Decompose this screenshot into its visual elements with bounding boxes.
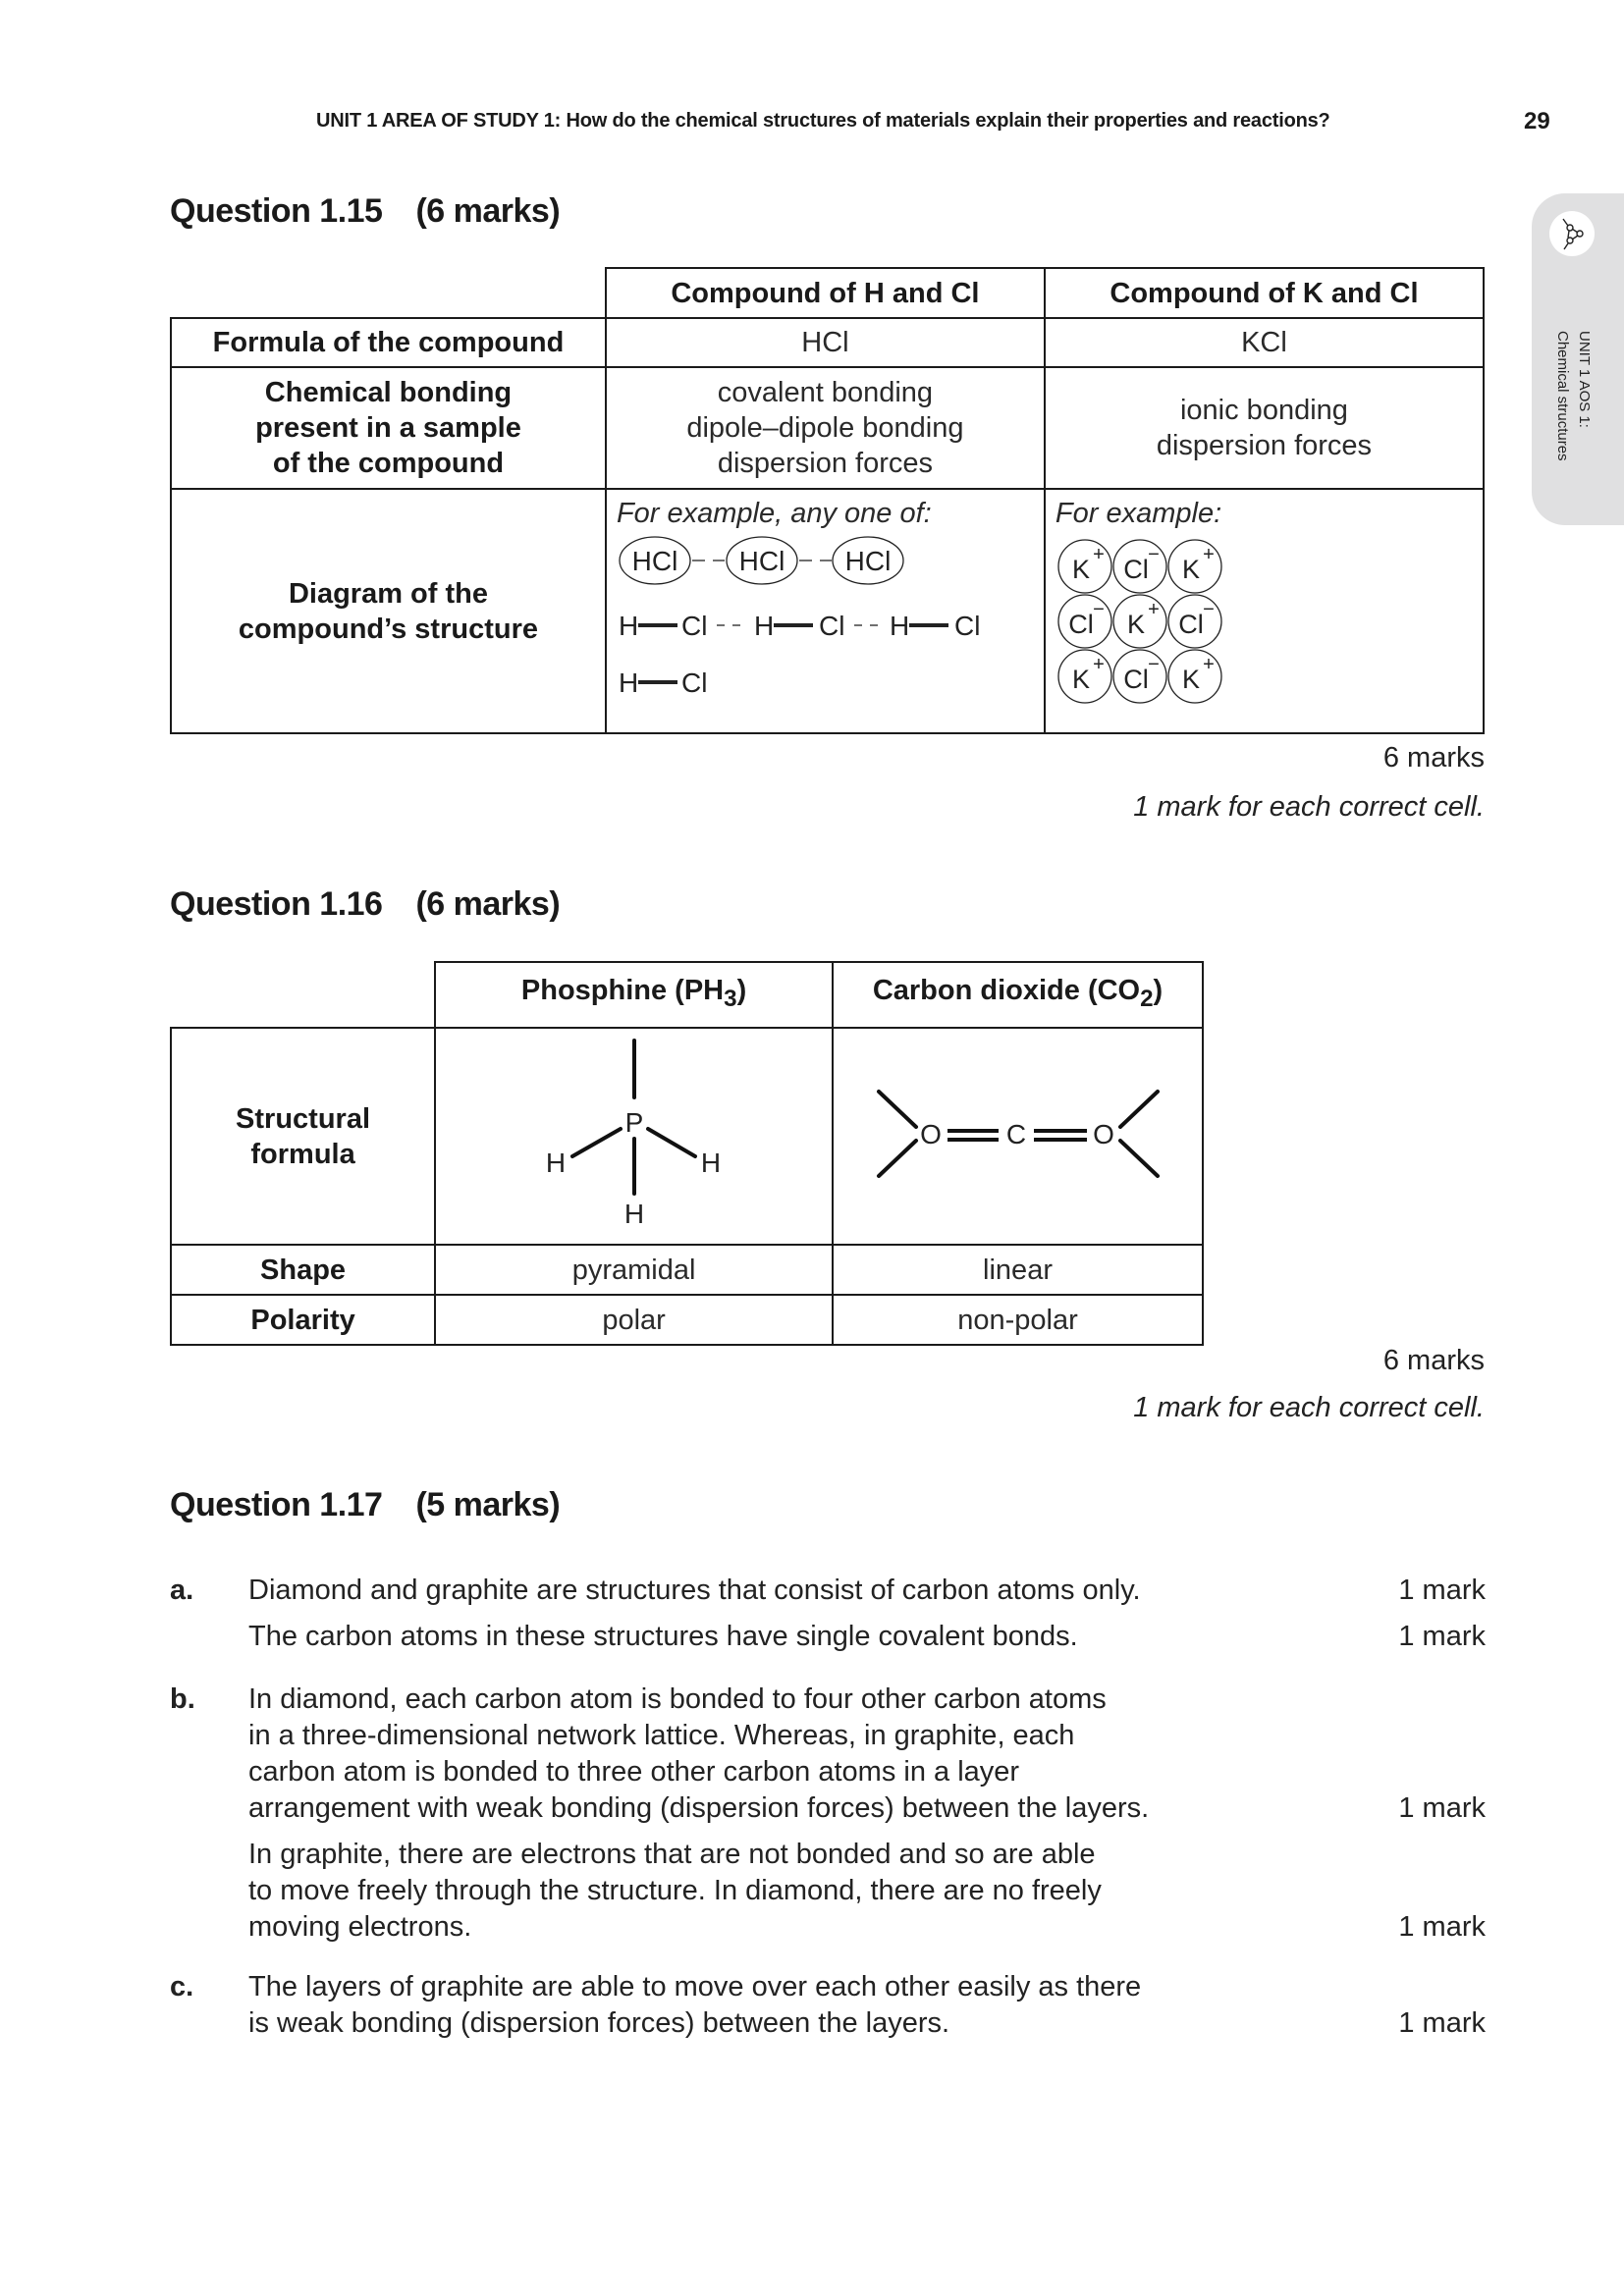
atom-cl: Cl	[680, 611, 708, 641]
answer-part	[170, 1573, 1486, 1665]
polarity-phosphine: polar	[435, 1295, 833, 1345]
answer-block	[170, 1837, 1486, 1946]
ion-charge: −	[1148, 654, 1160, 675]
label-line: Structural	[236, 1102, 371, 1135]
label-line: formula	[250, 1138, 355, 1170]
ion-charge: +	[1203, 544, 1215, 565]
section-side-tab	[1532, 193, 1624, 525]
chloride-ion-label: Cl	[1123, 665, 1149, 694]
row-header-diagram	[171, 489, 606, 733]
lattice-ion	[1113, 650, 1166, 703]
answer-line: Diamond and graphite are structures that consist of carbon atoms only.	[248, 1575, 1141, 1606]
diagram-intro: For example, any one of:	[616, 498, 932, 529]
label-line: Diagram of the	[288, 577, 488, 610]
answer-line: In diamond, each carbon atom is bonded to four other carbon atoms	[248, 1683, 1107, 1715]
ion-charge: −	[1203, 599, 1215, 620]
row-header-polarity: Polarity	[171, 1295, 435, 1345]
q115-marking-note: 1 mark for each correct cell.	[1133, 791, 1485, 823]
shape-carbon-dioxide: linear	[833, 1245, 1203, 1295]
ion-charge: −	[1093, 599, 1105, 620]
structure-phosphine	[435, 1028, 833, 1245]
answer-line: arrangement with weak bonding (dispersion forces) between the layers.	[248, 1792, 1150, 1824]
bonding-item: dipole–dipole bonding	[686, 412, 964, 444]
oval-label: HCl	[738, 546, 785, 576]
potassium-ion-label: K	[1181, 555, 1200, 584]
question-marks: (5 marks)	[415, 1486, 561, 1523]
formula-hcl: HCl	[606, 318, 1045, 367]
answer-part	[170, 1682, 1486, 1955]
row-header-bonding	[171, 367, 606, 489]
lattice-ion	[1168, 595, 1221, 648]
lattice-ion	[1113, 595, 1166, 648]
ion-charge: −	[1148, 544, 1160, 565]
mark-allocation: 1 mark	[1398, 2007, 1486, 2039]
atom-h: H	[618, 667, 639, 698]
question-1-15-heading	[170, 192, 560, 231]
molecule-icon	[1549, 211, 1595, 256]
ion-charge: +	[1203, 654, 1215, 675]
question-1-17-heading	[170, 1486, 560, 1524]
chloride-ion-label: Cl	[1178, 610, 1204, 639]
q116-marking-note: 1 mark for each correct cell.	[1133, 1392, 1485, 1423]
column-header-carbon-dioxide	[833, 962, 1203, 1028]
hcl-molecule-ovals	[620, 537, 903, 584]
question-1-16-heading	[170, 885, 560, 924]
page-number: 29	[1524, 108, 1550, 134]
diagram-intro: For example:	[1055, 498, 1222, 529]
bonding-hcl	[606, 367, 1045, 489]
polarity-carbon-dioxide: non-polar	[833, 1295, 1203, 1345]
hcl-single-molecule	[619, 667, 707, 698]
lattice-ion	[1113, 540, 1166, 593]
atom-h: H	[618, 611, 639, 641]
atom-h: H	[545, 1148, 566, 1178]
answer-block	[170, 1619, 1486, 1655]
q116-total-marks: 6 marks	[1382, 1345, 1485, 1376]
row-header-structural-formula	[171, 1028, 435, 1245]
chloride-ion-label: Cl	[1068, 610, 1094, 639]
answer-line: The carbon atoms in these structures have single covalent bonds.	[248, 1621, 1078, 1652]
ion-charge: +	[1093, 654, 1105, 675]
bonding-item: covalent bonding	[717, 377, 934, 408]
part-letter: c.	[170, 1971, 194, 2002]
part-letter: b.	[170, 1683, 195, 1715]
row-header-shape: Shape	[171, 1245, 435, 1295]
row-header-formula: Formula of the compound	[171, 318, 606, 367]
co2-structural-formula	[836, 1029, 1201, 1235]
lattice-ion	[1058, 650, 1111, 703]
empty-corner	[171, 268, 606, 318]
potassium-ion-label: K	[1126, 610, 1145, 639]
question-title: Question 1.17	[170, 1486, 383, 1523]
kcl-ionic-lattice	[1056, 531, 1252, 718]
atom-p: P	[624, 1107, 643, 1138]
side-tab-unit: UNIT 1 AOS 1:	[1576, 331, 1593, 428]
structure-carbon-dioxide	[833, 1028, 1203, 1245]
bonding-item: ionic bonding	[1179, 395, 1348, 426]
part-letter: a.	[170, 1575, 194, 1606]
empty-corner	[171, 962, 435, 1028]
question-title: Question 1.15	[170, 192, 383, 230]
header-text: )	[1153, 975, 1164, 1007]
answer-block	[170, 1682, 1486, 1827]
diagram-hcl	[606, 489, 1045, 733]
mark-allocation: 1 mark	[1398, 1621, 1486, 1652]
lattice-ion	[1168, 540, 1221, 593]
answer-line: carbon atom is bonded to three other carbon atoms in a layer	[248, 1756, 1020, 1788]
header-text: )	[736, 975, 747, 1007]
answer-line: is weak bonding (dispersion forces) between the layers.	[248, 2007, 950, 2039]
subscript: 2	[1140, 985, 1154, 1012]
side-tab-topic: Chemical structures	[1554, 331, 1571, 461]
answer-line: The layers of graphite are able to move over each other easily as there	[248, 1971, 1142, 2002]
answer-line: in a three-dimensional network lattice. Whereas, in graphite, each	[248, 1720, 1075, 1751]
atom-h: H	[889, 611, 910, 641]
answer-line: to move freely through the structure. In diamond, there are no freely	[248, 1875, 1102, 1906]
atom-cl: Cl	[818, 611, 845, 641]
label-line: compound’s structure	[238, 613, 538, 645]
bonding-item: dispersion forces	[1156, 430, 1373, 461]
atom-h: H	[753, 611, 775, 641]
subscript: 3	[724, 985, 737, 1012]
shape-phosphine: pyramidal	[435, 1245, 833, 1295]
q115-table	[170, 267, 1485, 734]
label-line: of the compound	[272, 448, 505, 479]
atom-o: O	[919, 1119, 942, 1149]
potassium-ion-label: K	[1071, 555, 1090, 584]
answer-line: moving electrons.	[248, 1911, 472, 1943]
lattice-ion	[1168, 650, 1221, 703]
chloride-ion-label: Cl	[1123, 555, 1149, 584]
label-line: Chemical bonding	[264, 377, 513, 408]
ion-charge: +	[1148, 599, 1160, 620]
atom-c: C	[1005, 1119, 1026, 1149]
label-line: present in a sample	[255, 412, 521, 444]
lattice-ion	[1058, 595, 1111, 648]
mark-allocation: 1 mark	[1398, 1911, 1486, 1943]
atom-cl: Cl	[953, 611, 981, 641]
mark-allocation: 1 mark	[1398, 1575, 1486, 1606]
atom-o: O	[1092, 1119, 1114, 1149]
question-title: Question 1.16	[170, 885, 383, 923]
header-text: Phosphine (PH	[520, 975, 725, 1007]
mark-allocation: 1 mark	[1398, 1792, 1486, 1824]
phosphine-structural-formula	[438, 1029, 831, 1235]
atom-h: H	[700, 1148, 721, 1178]
hcl-structure-diagrams	[617, 531, 1029, 718]
hcl-chain	[619, 611, 980, 641]
q116-table	[170, 961, 1204, 1346]
answer-block	[170, 1573, 1486, 1609]
running-head: UNIT 1 AREA OF STUDY 1: How do the chemical structures of materials explain their properties and reactions?	[316, 110, 1330, 132]
question-marks: (6 marks)	[415, 885, 561, 923]
atom-h: H	[623, 1199, 644, 1229]
answer-line: In graphite, there are electrons that are not bonded and so are able	[248, 1839, 1096, 1870]
ion-charge: +	[1093, 544, 1105, 565]
atom-cl: Cl	[680, 667, 708, 698]
bonding-item: dispersion forces	[717, 448, 934, 479]
potassium-ion-label: K	[1071, 665, 1090, 694]
header-text: Carbon dioxide (CO	[872, 975, 1141, 1007]
diagram-kcl	[1045, 489, 1484, 733]
column-header-hcl: Compound of H and Cl	[606, 268, 1045, 318]
oval-label: HCl	[631, 546, 678, 576]
bonding-kcl	[1045, 367, 1484, 489]
oval-label: HCl	[844, 546, 892, 576]
column-header-phosphine	[435, 962, 833, 1028]
question-marks: (6 marks)	[415, 192, 561, 230]
column-header-kcl: Compound of K and Cl	[1045, 268, 1484, 318]
lattice-ion	[1058, 540, 1111, 593]
answer-part	[170, 1969, 1486, 2052]
q115-total-marks: 6 marks	[1382, 742, 1485, 774]
answer-block	[170, 1969, 1486, 2042]
potassium-ion-label: K	[1181, 665, 1200, 694]
formula-kcl: KCl	[1045, 318, 1484, 367]
